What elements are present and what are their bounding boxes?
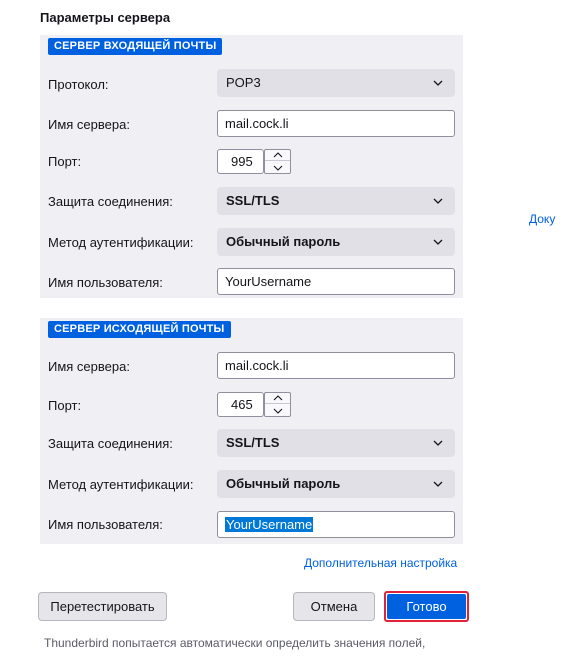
incoming-server-label: Имя сервера: bbox=[48, 117, 130, 132]
chevron-down-icon bbox=[433, 479, 443, 489]
chevron-down-icon bbox=[433, 438, 443, 448]
incoming-security-select[interactable] bbox=[217, 187, 455, 215]
outgoing-username-input[interactable] bbox=[217, 511, 455, 538]
chevron-down-icon bbox=[433, 196, 443, 206]
documentation-link[interactable]: Доку bbox=[529, 212, 556, 226]
outgoing-security-label: Защита соединения: bbox=[48, 436, 173, 451]
chevron-down-icon bbox=[433, 237, 443, 247]
incoming-protocol-select[interactable] bbox=[217, 69, 455, 97]
increment-button[interactable] bbox=[265, 150, 290, 161]
outgoing-port-input[interactable]: 465 bbox=[217, 392, 264, 417]
outgoing-server-label: Имя сервера: bbox=[48, 359, 130, 374]
cancel-button[interactable]: Отмена bbox=[293, 592, 375, 621]
page-title: Параметры сервера bbox=[40, 10, 171, 25]
outgoing-server-input[interactable]: mail.cock.li bbox=[217, 352, 455, 379]
chevron-down-icon bbox=[273, 165, 283, 171]
incoming-server-badge: СЕРВЕР ВХОДЯЩЕЙ ПОЧТЫ bbox=[48, 38, 222, 55]
incoming-security-value: SSL/TLS bbox=[226, 193, 280, 208]
incoming-server-input[interactable]: mail.cock.li bbox=[217, 110, 455, 137]
outgoing-username-value: YourUsername bbox=[226, 517, 313, 532]
chevron-down-icon bbox=[273, 408, 283, 414]
incoming-protocol-label: Протокол: bbox=[48, 77, 109, 92]
incoming-port-label: Порт: bbox=[48, 154, 82, 169]
increment-button[interactable] bbox=[265, 393, 290, 404]
chevron-up-icon bbox=[273, 152, 283, 158]
outgoing-auth-label: Метод аутентификации: bbox=[48, 477, 194, 492]
decrement-button[interactable] bbox=[265, 162, 290, 173]
incoming-server-section bbox=[40, 35, 463, 298]
decrement-button[interactable] bbox=[265, 405, 290, 416]
incoming-username-input[interactable]: YourUsername bbox=[217, 268, 455, 295]
outgoing-server-section bbox=[40, 318, 463, 544]
incoming-security-label: Защита соединения: bbox=[48, 194, 173, 209]
done-button[interactable]: Готово bbox=[387, 594, 466, 619]
outgoing-port-stepper[interactable] bbox=[264, 392, 291, 417]
incoming-port-input[interactable]: 995 bbox=[217, 149, 264, 174]
incoming-username-label: Имя пользователя: bbox=[48, 275, 163, 290]
incoming-port-stepper[interactable] bbox=[264, 149, 291, 174]
incoming-auth-value: Обычный пароль bbox=[226, 234, 341, 249]
incoming-protocol-value: POP3 bbox=[226, 75, 261, 90]
chevron-up-icon bbox=[273, 395, 283, 401]
chevron-down-icon bbox=[433, 78, 443, 88]
advanced-config-link[interactable]: Дополнительная настройка bbox=[304, 556, 458, 570]
outgoing-port-label: Порт: bbox=[48, 398, 82, 413]
outgoing-auth-select[interactable] bbox=[217, 470, 455, 498]
done-button-highlight bbox=[384, 591, 469, 622]
outgoing-security-select[interactable] bbox=[217, 429, 455, 457]
autodetect-footnote: Thunderbird попытается автоматически определить значения полей, bbox=[44, 636, 426, 650]
outgoing-server-badge: СЕРВЕР ИСХОДЯЩЕЙ ПОЧТЫ bbox=[48, 321, 231, 338]
outgoing-auth-value: Обычный пароль bbox=[226, 476, 341, 491]
incoming-auth-label: Метод аутентификации: bbox=[48, 235, 194, 250]
outgoing-security-value: SSL/TLS bbox=[226, 435, 280, 450]
incoming-auth-select[interactable] bbox=[217, 228, 455, 256]
outgoing-username-label: Имя пользователя: bbox=[48, 517, 163, 532]
retest-button[interactable]: Перетестировать bbox=[38, 592, 167, 621]
